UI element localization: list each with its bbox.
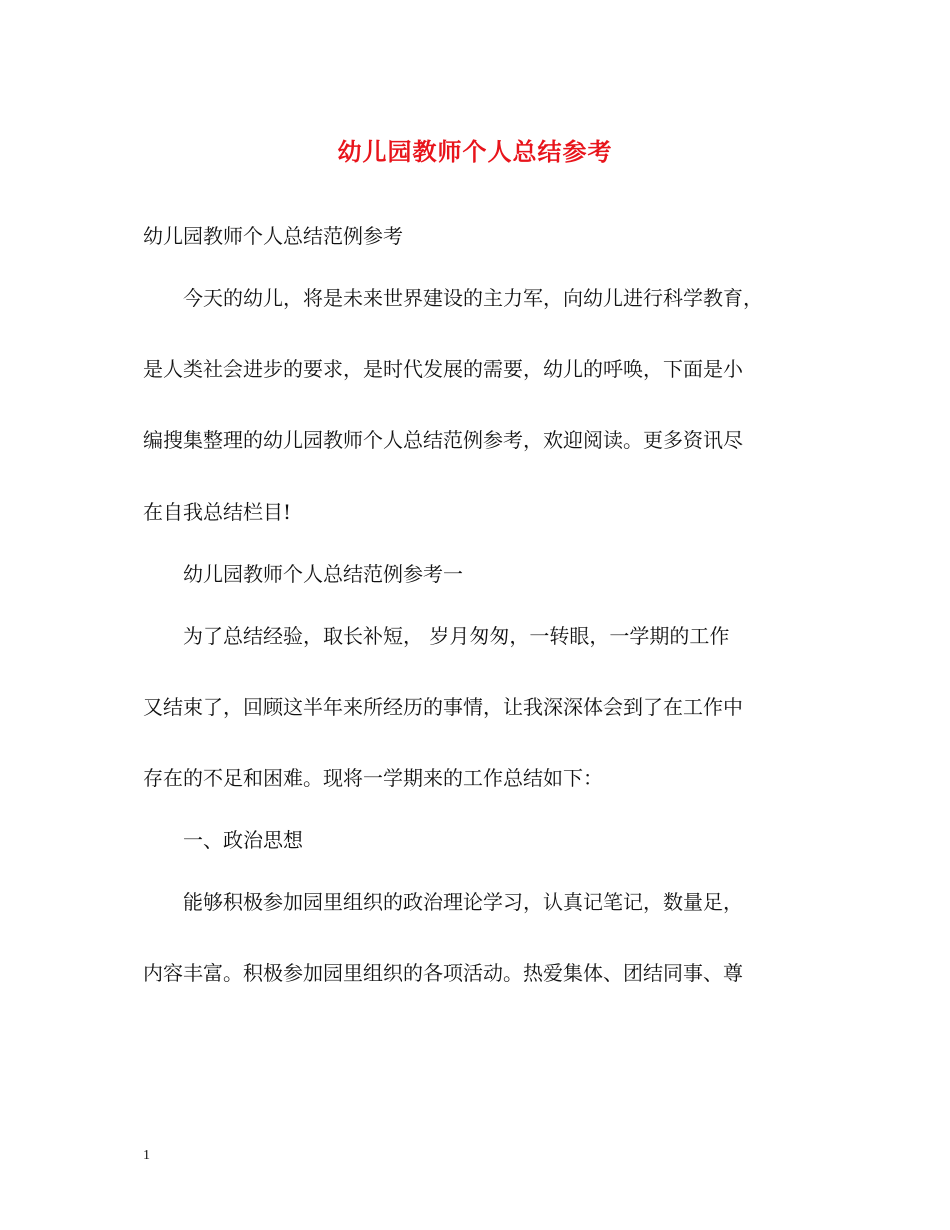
paragraph-line: 编搜集整理的幼儿园教师个人总结范例参考，欢迎阅读。更多资讯尽 <box>143 428 743 452</box>
paragraph-line: 是人类社会进步的要求，是时代发展的需要，幼儿的呼唤，下面是小 <box>143 357 743 381</box>
paragraph-line: 内容丰富。积极参加园里组织的各项活动。热爱集体、团结同事、尊 <box>143 961 743 985</box>
paragraph-line: 今天的幼儿，将是未来世界建设的主力军，向幼儿进行科学教育， <box>183 286 763 310</box>
section-heading: 一、政治思想 <box>183 828 303 852</box>
paragraph-line: 能够积极参加园里组织的政治理论学习，认真记笔记，数量足， <box>183 890 743 914</box>
document-title: 幼儿园教师个人总结参考 <box>337 137 613 166</box>
paragraph-line: 又结束了，回顾这半年来所经历的事情，让我深深体会到了在工作中 <box>143 695 743 719</box>
paragraph-line: 在自我总结栏目! <box>143 500 292 524</box>
paragraph-line: 存在的不足和困难。现将一学期来的工作总结如下： <box>143 766 603 790</box>
paragraph-line: 为了总结经验，取长补短， 岁月匆匆，一转眼，一学期的工作 <box>183 624 730 648</box>
page-number: 1 <box>143 1148 150 1163</box>
subtitle-line: 幼儿园教师个人总结范例参考 <box>143 224 403 248</box>
section-heading: 幼儿园教师个人总结范例参考一 <box>183 562 463 586</box>
